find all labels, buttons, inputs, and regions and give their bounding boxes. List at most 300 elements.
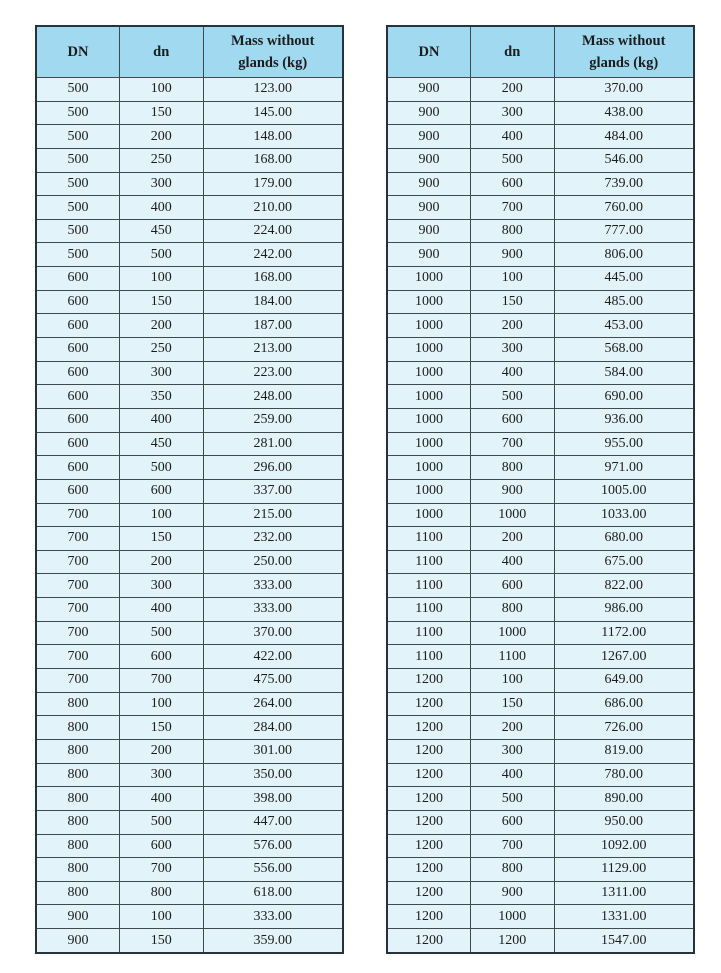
cell-mass: 1267.00 xyxy=(554,645,694,669)
table-row xyxy=(36,858,343,882)
table-row xyxy=(387,905,694,929)
table-row xyxy=(387,338,694,362)
cell-mass: 187.00 xyxy=(203,314,343,338)
cell-dn: 900 xyxy=(387,172,471,196)
cell-dn-small: 100 xyxy=(120,267,204,291)
cell-mass: 148.00 xyxy=(203,125,343,149)
cell-dn-small: 100 xyxy=(120,503,204,527)
table-row xyxy=(387,716,694,740)
cell-dn: 1000 xyxy=(387,479,471,503)
cell-dn-small: 800 xyxy=(471,598,555,622)
table-row xyxy=(387,574,694,598)
cell-dn-small: 300 xyxy=(471,101,555,125)
table-row xyxy=(36,101,343,125)
mass-table xyxy=(386,25,695,954)
cell-mass: 333.00 xyxy=(203,574,343,598)
cell-dn: 800 xyxy=(36,858,120,882)
cell-dn-small: 200 xyxy=(471,527,555,551)
column-header-dn2: dn xyxy=(471,26,555,78)
cell-mass: 259.00 xyxy=(203,408,343,432)
cell-dn: 1200 xyxy=(387,929,471,953)
cell-dn: 900 xyxy=(387,219,471,243)
cell-mass: 475.00 xyxy=(203,669,343,693)
cell-dn: 800 xyxy=(36,810,120,834)
cell-mass: 248.00 xyxy=(203,385,343,409)
table-row xyxy=(36,243,343,267)
cell-dn: 700 xyxy=(36,574,120,598)
table-row xyxy=(387,385,694,409)
cell-dn: 700 xyxy=(36,503,120,527)
table-row xyxy=(36,881,343,905)
table-row xyxy=(387,645,694,669)
cell-mass: 168.00 xyxy=(203,148,343,172)
table-row xyxy=(36,503,343,527)
table-row xyxy=(387,692,694,716)
table-row xyxy=(387,101,694,125)
cell-dn: 1200 xyxy=(387,669,471,693)
cell-dn: 1200 xyxy=(387,739,471,763)
cell-mass: 986.00 xyxy=(554,598,694,622)
cell-mass: 422.00 xyxy=(203,645,343,669)
cell-mass: 224.00 xyxy=(203,219,343,243)
cell-dn-small: 800 xyxy=(471,456,555,480)
cell-dn: 500 xyxy=(36,148,120,172)
table-row xyxy=(36,810,343,834)
cell-mass: 726.00 xyxy=(554,716,694,740)
table-row xyxy=(36,361,343,385)
cell-dn-small: 600 xyxy=(120,834,204,858)
cell-dn-small: 250 xyxy=(120,148,204,172)
cell-mass: 556.00 xyxy=(203,858,343,882)
cell-mass: 284.00 xyxy=(203,716,343,740)
cell-mass: 232.00 xyxy=(203,527,343,551)
cell-mass: 398.00 xyxy=(203,787,343,811)
cell-mass: 264.00 xyxy=(203,692,343,716)
cell-dn: 1000 xyxy=(387,290,471,314)
cell-dn: 1100 xyxy=(387,598,471,622)
cell-dn: 600 xyxy=(36,432,120,456)
cell-dn-small: 300 xyxy=(120,763,204,787)
cell-mass: 484.00 xyxy=(554,125,694,149)
cell-dn: 1000 xyxy=(387,503,471,527)
cell-dn-small: 150 xyxy=(471,692,555,716)
cell-mass: 447.00 xyxy=(203,810,343,834)
cell-mass: 337.00 xyxy=(203,479,343,503)
table-body xyxy=(36,78,343,954)
table-row xyxy=(36,479,343,503)
cell-dn-small: 500 xyxy=(120,621,204,645)
cell-dn: 700 xyxy=(36,550,120,574)
table-row xyxy=(387,456,694,480)
cell-dn-small: 800 xyxy=(120,881,204,905)
table-row xyxy=(36,290,343,314)
table-row xyxy=(36,787,343,811)
cell-mass: 184.00 xyxy=(203,290,343,314)
cell-mass: 890.00 xyxy=(554,787,694,811)
cell-dn: 700 xyxy=(36,621,120,645)
cell-mass: 250.00 xyxy=(203,550,343,574)
cell-dn: 1000 xyxy=(387,314,471,338)
cell-dn: 1000 xyxy=(387,385,471,409)
cell-mass: 649.00 xyxy=(554,669,694,693)
cell-dn: 800 xyxy=(36,787,120,811)
cell-dn: 600 xyxy=(36,479,120,503)
table-row xyxy=(36,456,343,480)
cell-mass: 568.00 xyxy=(554,338,694,362)
table-row xyxy=(387,219,694,243)
table-body xyxy=(387,78,694,954)
cell-mass: 822.00 xyxy=(554,574,694,598)
cell-dn: 800 xyxy=(36,739,120,763)
cell-dn: 900 xyxy=(387,243,471,267)
cell-dn-small: 150 xyxy=(471,290,555,314)
cell-dn: 900 xyxy=(387,125,471,149)
cell-dn-small: 100 xyxy=(120,692,204,716)
table-row xyxy=(36,148,343,172)
header-row xyxy=(387,26,694,78)
cell-mass: 1092.00 xyxy=(554,834,694,858)
cell-dn: 1100 xyxy=(387,621,471,645)
table-row xyxy=(36,834,343,858)
cell-dn: 500 xyxy=(36,172,120,196)
table-row xyxy=(387,172,694,196)
column-header-mass: Mass without glands (kg) xyxy=(554,26,694,78)
cell-mass: 675.00 xyxy=(554,550,694,574)
cell-dn: 600 xyxy=(36,385,120,409)
table-row xyxy=(36,172,343,196)
cell-dn-small: 400 xyxy=(120,787,204,811)
cell-dn: 1200 xyxy=(387,881,471,905)
mass-table-left xyxy=(35,25,344,954)
cell-mass: 777.00 xyxy=(554,219,694,243)
cell-dn-small: 150 xyxy=(120,929,204,953)
cell-dn-small: 200 xyxy=(471,314,555,338)
cell-mass: 1033.00 xyxy=(554,503,694,527)
cell-mass: 281.00 xyxy=(203,432,343,456)
table-row xyxy=(387,621,694,645)
cell-dn-small: 500 xyxy=(471,385,555,409)
table-row xyxy=(36,385,343,409)
cell-mass: 223.00 xyxy=(203,361,343,385)
table-row xyxy=(36,408,343,432)
cell-dn-small: 1200 xyxy=(471,929,555,953)
cell-mass: 686.00 xyxy=(554,692,694,716)
cell-mass: 806.00 xyxy=(554,243,694,267)
cell-mass: 971.00 xyxy=(554,456,694,480)
cell-mass: 350.00 xyxy=(203,763,343,787)
cell-mass: 618.00 xyxy=(203,881,343,905)
column-header-mass: Mass without glands (kg) xyxy=(203,26,343,78)
cell-dn-small: 600 xyxy=(120,645,204,669)
cell-mass: 955.00 xyxy=(554,432,694,456)
cell-dn: 800 xyxy=(36,881,120,905)
table-row xyxy=(387,408,694,432)
table-row xyxy=(387,834,694,858)
cell-dn: 500 xyxy=(36,78,120,102)
cell-dn-small: 1000 xyxy=(471,905,555,929)
cell-dn: 500 xyxy=(36,243,120,267)
cell-dn: 900 xyxy=(387,148,471,172)
cell-dn-small: 600 xyxy=(471,574,555,598)
cell-dn-small: 100 xyxy=(120,78,204,102)
cell-dn: 700 xyxy=(36,598,120,622)
cell-dn: 1200 xyxy=(387,763,471,787)
cell-dn-small: 700 xyxy=(471,196,555,220)
table-row xyxy=(387,432,694,456)
table-row xyxy=(36,739,343,763)
cell-dn: 1200 xyxy=(387,716,471,740)
cell-dn: 1200 xyxy=(387,905,471,929)
table-header xyxy=(36,26,343,78)
cell-dn: 1100 xyxy=(387,550,471,574)
cell-dn-small: 600 xyxy=(120,479,204,503)
table-row xyxy=(387,810,694,834)
cell-dn-small: 100 xyxy=(120,905,204,929)
table-row xyxy=(387,739,694,763)
cell-mass: 123.00 xyxy=(203,78,343,102)
cell-dn: 1200 xyxy=(387,810,471,834)
cell-mass: 1547.00 xyxy=(554,929,694,953)
table-row xyxy=(36,267,343,291)
cell-dn: 600 xyxy=(36,361,120,385)
cell-dn-small: 200 xyxy=(120,314,204,338)
cell-dn-small: 200 xyxy=(120,550,204,574)
table-row xyxy=(387,550,694,574)
cell-dn-small: 400 xyxy=(120,408,204,432)
cell-dn-small: 500 xyxy=(120,810,204,834)
cell-dn-small: 300 xyxy=(471,338,555,362)
cell-dn-small: 200 xyxy=(471,78,555,102)
mass-table xyxy=(35,25,344,954)
table-row xyxy=(387,503,694,527)
cell-dn: 700 xyxy=(36,669,120,693)
table-row xyxy=(387,479,694,503)
cell-dn-small: 200 xyxy=(120,125,204,149)
cell-dn-small: 100 xyxy=(471,267,555,291)
cell-dn-small: 600 xyxy=(471,408,555,432)
cell-mass: 485.00 xyxy=(554,290,694,314)
table-row xyxy=(387,669,694,693)
cell-dn-small: 1000 xyxy=(471,621,555,645)
cell-dn-small: 500 xyxy=(120,456,204,480)
table-row xyxy=(387,763,694,787)
cell-dn-small: 200 xyxy=(471,716,555,740)
cell-dn: 500 xyxy=(36,196,120,220)
cell-mass: 438.00 xyxy=(554,101,694,125)
cell-mass: 1005.00 xyxy=(554,479,694,503)
cell-dn-small: 500 xyxy=(471,787,555,811)
table-row xyxy=(387,243,694,267)
table-row xyxy=(387,314,694,338)
column-header-dn2: dn xyxy=(120,26,204,78)
cell-dn: 1100 xyxy=(387,645,471,669)
cell-mass: 819.00 xyxy=(554,739,694,763)
cell-dn: 1000 xyxy=(387,267,471,291)
cell-dn-small: 1100 xyxy=(471,645,555,669)
cell-mass: 546.00 xyxy=(554,148,694,172)
cell-mass: 301.00 xyxy=(203,739,343,763)
cell-dn: 1000 xyxy=(387,361,471,385)
table-row xyxy=(36,669,343,693)
table-row xyxy=(387,78,694,102)
cell-dn-small: 400 xyxy=(120,598,204,622)
cell-dn-small: 1000 xyxy=(471,503,555,527)
cell-mass: 333.00 xyxy=(203,598,343,622)
cell-dn-small: 450 xyxy=(120,432,204,456)
cell-dn-small: 400 xyxy=(471,550,555,574)
cell-dn: 600 xyxy=(36,338,120,362)
cell-dn-small: 300 xyxy=(120,361,204,385)
cell-dn: 800 xyxy=(36,763,120,787)
cell-mass: 296.00 xyxy=(203,456,343,480)
table-row xyxy=(387,598,694,622)
cell-dn: 500 xyxy=(36,219,120,243)
cell-mass: 145.00 xyxy=(203,101,343,125)
cell-dn: 1000 xyxy=(387,456,471,480)
cell-dn-small: 400 xyxy=(471,361,555,385)
cell-mass: 760.00 xyxy=(554,196,694,220)
cell-dn: 1200 xyxy=(387,692,471,716)
cell-mass: 780.00 xyxy=(554,763,694,787)
cell-dn-small: 100 xyxy=(471,669,555,693)
cell-mass: 215.00 xyxy=(203,503,343,527)
cell-dn: 500 xyxy=(36,125,120,149)
cell-dn: 800 xyxy=(36,834,120,858)
table-row xyxy=(36,905,343,929)
table-row xyxy=(36,574,343,598)
cell-mass: 359.00 xyxy=(203,929,343,953)
cell-mass: 1172.00 xyxy=(554,621,694,645)
cell-mass: 936.00 xyxy=(554,408,694,432)
cell-dn-small: 700 xyxy=(120,858,204,882)
table-row xyxy=(36,125,343,149)
cell-mass: 576.00 xyxy=(203,834,343,858)
table-row xyxy=(36,338,343,362)
table-row xyxy=(36,78,343,102)
table-header xyxy=(387,26,694,78)
cell-dn-small: 500 xyxy=(120,243,204,267)
cell-dn-small: 700 xyxy=(471,432,555,456)
table-row xyxy=(387,196,694,220)
cell-dn-small: 450 xyxy=(120,219,204,243)
cell-dn: 1200 xyxy=(387,858,471,882)
table-row xyxy=(36,219,343,243)
cell-mass: 445.00 xyxy=(554,267,694,291)
cell-mass: 242.00 xyxy=(203,243,343,267)
cell-dn: 700 xyxy=(36,527,120,551)
cell-dn-small: 500 xyxy=(471,148,555,172)
table-row xyxy=(387,929,694,953)
cell-mass: 168.00 xyxy=(203,267,343,291)
cell-dn-small: 800 xyxy=(471,219,555,243)
table-row xyxy=(36,716,343,740)
cell-mass: 370.00 xyxy=(554,78,694,102)
cell-dn-small: 900 xyxy=(471,881,555,905)
cell-dn-small: 600 xyxy=(471,810,555,834)
table-row xyxy=(36,645,343,669)
cell-dn-small: 150 xyxy=(120,527,204,551)
cell-mass: 739.00 xyxy=(554,172,694,196)
table-row xyxy=(36,550,343,574)
table-row xyxy=(387,881,694,905)
table-row xyxy=(387,290,694,314)
cell-dn-small: 800 xyxy=(471,858,555,882)
cell-dn: 1100 xyxy=(387,574,471,598)
header-row xyxy=(36,26,343,78)
cell-dn: 500 xyxy=(36,101,120,125)
cell-dn: 600 xyxy=(36,267,120,291)
cell-mass: 1311.00 xyxy=(554,881,694,905)
cell-dn: 900 xyxy=(36,905,120,929)
cell-dn-small: 400 xyxy=(471,125,555,149)
cell-mass: 950.00 xyxy=(554,810,694,834)
cell-dn-small: 300 xyxy=(120,574,204,598)
cell-dn: 1000 xyxy=(387,408,471,432)
cell-dn: 600 xyxy=(36,408,120,432)
cell-dn-small: 150 xyxy=(120,101,204,125)
cell-dn: 1100 xyxy=(387,527,471,551)
cell-mass: 680.00 xyxy=(554,527,694,551)
cell-dn-small: 400 xyxy=(471,763,555,787)
cell-mass: 1129.00 xyxy=(554,858,694,882)
cell-dn-small: 150 xyxy=(120,290,204,314)
cell-dn-small: 150 xyxy=(120,716,204,740)
table-row xyxy=(36,692,343,716)
table-row xyxy=(36,432,343,456)
table-row xyxy=(36,929,343,953)
table-row xyxy=(36,598,343,622)
table-row xyxy=(36,527,343,551)
table-row xyxy=(36,314,343,338)
table-row xyxy=(387,787,694,811)
cell-mass: 1331.00 xyxy=(554,905,694,929)
table-row xyxy=(387,361,694,385)
cell-dn-small: 700 xyxy=(120,669,204,693)
table-row xyxy=(36,621,343,645)
cell-mass: 179.00 xyxy=(203,172,343,196)
cell-mass: 210.00 xyxy=(203,196,343,220)
cell-dn-small: 900 xyxy=(471,243,555,267)
cell-dn: 800 xyxy=(36,692,120,716)
cell-mass: 453.00 xyxy=(554,314,694,338)
table-row xyxy=(387,125,694,149)
cell-dn-small: 700 xyxy=(471,834,555,858)
cell-dn-small: 200 xyxy=(120,739,204,763)
cell-mass: 370.00 xyxy=(203,621,343,645)
cell-dn: 1000 xyxy=(387,432,471,456)
cell-dn-small: 400 xyxy=(120,196,204,220)
column-header-dn: DN xyxy=(387,26,471,78)
table-row xyxy=(387,858,694,882)
cell-dn: 900 xyxy=(387,196,471,220)
cell-mass: 690.00 xyxy=(554,385,694,409)
cell-dn: 900 xyxy=(36,929,120,953)
cell-mass: 584.00 xyxy=(554,361,694,385)
cell-dn: 700 xyxy=(36,645,120,669)
cell-dn: 1000 xyxy=(387,338,471,362)
column-header-dn: DN xyxy=(36,26,120,78)
cell-dn-small: 300 xyxy=(120,172,204,196)
cell-dn-small: 600 xyxy=(471,172,555,196)
cell-dn: 900 xyxy=(387,78,471,102)
cell-dn-small: 350 xyxy=(120,385,204,409)
cell-dn: 900 xyxy=(387,101,471,125)
cell-dn: 1200 xyxy=(387,787,471,811)
table-row xyxy=(36,196,343,220)
cell-dn: 600 xyxy=(36,456,120,480)
table-row xyxy=(387,527,694,551)
cell-dn: 800 xyxy=(36,716,120,740)
